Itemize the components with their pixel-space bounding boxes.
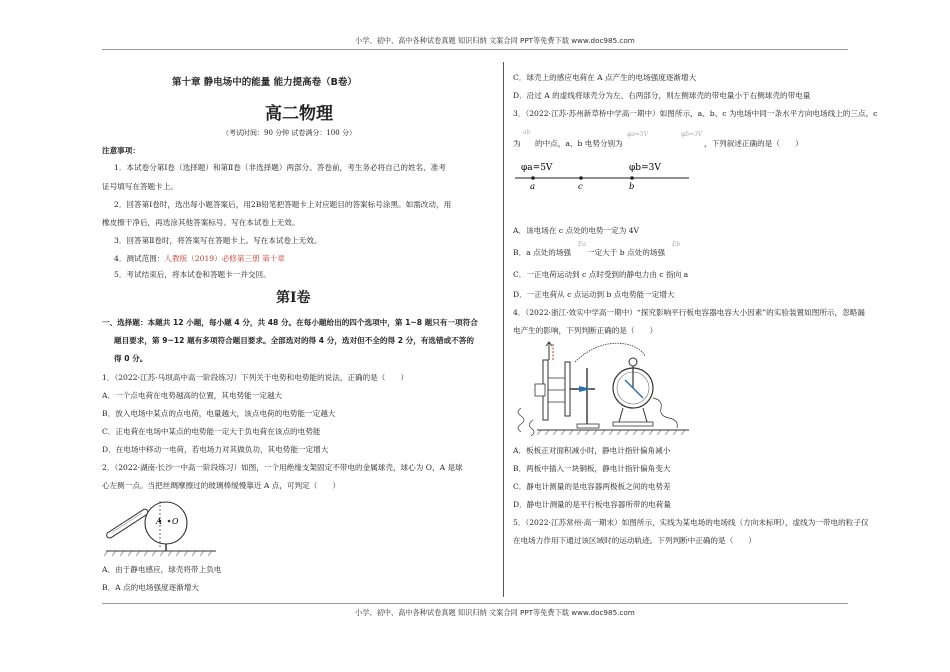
point-b-label: b xyxy=(629,182,635,192)
page-header: 小学、初中、高中各种试卷真题 知识归纳 文案合同 PPT等免费下载 www.doc985.com xyxy=(355,36,635,45)
note-line: 1．本试卷分第Ⅰ卷（选择题）和第Ⅱ卷（非选择题）两部分。答卷前，考生务必将自己的姓名、准考 xyxy=(114,163,446,172)
q4-option-a: A．板板正对面积减小时，静电计指针偏角减小 xyxy=(513,446,671,455)
phi-b-label: φb=3V xyxy=(629,163,661,173)
test-range: 人教版（2019）必修第三册 第十章 xyxy=(164,254,285,263)
formula-ea-placeholder: Ea xyxy=(578,241,586,248)
page-footer: 小学、初中、高中各种试卷真题 知识归纳 文案合同 PPT等免费下载 www.doc985.com xyxy=(355,608,635,617)
notes-heading: 注意事项： xyxy=(102,146,140,155)
q3-option-c: C．一正电荷运动到 c 点时受到的静电力由 c 指向 a xyxy=(513,270,689,279)
q2-stem: 2．（2022·湖南·长沙一中高一阶段练习）如图，一个用绝缘支架固定不带电的金属球壳，球心为 O，A 是球 xyxy=(102,463,463,472)
header-rule xyxy=(102,49,848,50)
phi-a-label: φa=5V xyxy=(521,163,553,173)
q4-stem: 电产生的影响，下列判断正确的是（ ） xyxy=(513,326,658,335)
formula-pa-placeholder: φa=5V xyxy=(627,131,648,138)
q4-option-c: C．静电计测量的是电容器两极板之间的电势差 xyxy=(513,482,671,491)
q3-stem-line2 xyxy=(513,139,521,149)
q3-option-b-part2: 一定大于 b 点处的场强 xyxy=(587,248,666,257)
exam-info: （考试时间：90 分钟 试卷满分：100 分） xyxy=(222,129,356,137)
note-line xyxy=(114,254,285,264)
main-title: 高二物理 xyxy=(265,104,333,124)
q3-field-line-figure xyxy=(513,158,693,194)
q2-option-d: D．沿过 A 的虚线将球壳分为左、右两部分，则左侧球壳的带电量小于右侧球壳的带电量 xyxy=(513,91,811,100)
note-line: 橡皮擦干净后，再选涂其他答案标号。写在本试卷上无效。 xyxy=(102,218,300,227)
q1-option-d: D．在电场中移动一电荷，若电场力对其做负功，其电势能一定增大 xyxy=(102,445,329,454)
note-line: 证号填写在答题卡上。 xyxy=(102,182,178,191)
q2-option-c: C．球壳上的感应电荷在 A 点产生的电场强度逐渐增大 xyxy=(513,73,697,82)
q3-option-b-part1: B．a 点处的场强 xyxy=(513,248,572,257)
section-title: 第Ⅰ卷 xyxy=(276,290,311,306)
q3-stem-mid: 的中点，a、b 电势分别为 xyxy=(535,139,623,148)
q2-option-b: B．A 点的电场强度逐渐增大 xyxy=(102,583,200,592)
q3-stem-prefix: 为 xyxy=(513,139,521,148)
q3-option-a: A．该电场在 c 点处的电势一定为 4V xyxy=(513,226,640,235)
q5-stem: 5．（2022·江苏常州·高一期末）如图所示，实线为某电场的电场线（方向未标明），虚线为一带电的粒子仅 xyxy=(513,518,869,527)
note-line: 3．回答第Ⅱ卷时，将答案写在答题卡上。写在本试卷上无效。 xyxy=(114,236,322,245)
q1-option-c: C．正电荷在电场中某点的电势能一定大于负电荷在该点的电势能 xyxy=(102,427,321,436)
point-c-label: c xyxy=(578,182,583,192)
q3-stem: 3．（2022·江苏·苏州新草桥中学高一期中）如图所示，a、b、c 为电场中同一条水平方向电场线上的三点。c xyxy=(513,109,878,118)
point-a-label: a xyxy=(530,182,536,192)
q5-stem: 在电场力作用下通过该区域时的运动轨迹。下列判断中正确的是（ ） xyxy=(513,536,756,545)
q4-option-b: B．两板中插入一块铜板，静电计指针偏角变大 xyxy=(513,464,671,473)
note-line: 2．回答第Ⅰ卷时，选出每小题答案后，用2B铅笔把答题卡上对应题目的答案标号涂黑。如需改动，用 xyxy=(114,200,452,209)
q2-sphere-figure xyxy=(100,495,220,557)
column-divider xyxy=(503,62,504,597)
note-line: 5．考试结束后，将本试卷和答题卡一并交回。 xyxy=(114,270,271,279)
q3-stem-suffix: ，下列叙述正确的是（ ） xyxy=(704,139,803,148)
instructions-line: 一、选择题：本题共 12 小题，每小题 4 分，共 48 分。在每小题给出的四个选项中，第 1~8 题只有一项符合 xyxy=(102,318,478,327)
q2-option-a: A．由于静电感应，球壳将带上负电 xyxy=(102,565,222,574)
instructions-line: 题目要求，第 9~12 题有多项符合题目要求。全部选对的得 4 分，选对但不全的得 2 分，有选错或不答的 xyxy=(114,336,474,345)
q4-capacitor-figure xyxy=(513,338,713,438)
footer-rule xyxy=(102,603,848,604)
q1-stem: 1．（2022·江苏·马坝高中高一阶段练习）下列关于电势和电势能的说法，正确的是（ ） xyxy=(102,373,409,382)
q1-option-a: A．一个点电荷在电势越高的位置，其电势能一定越大 xyxy=(102,391,283,400)
note4-prefix: 4．测试范围： xyxy=(114,254,165,263)
formula-ab-placeholder: ab xyxy=(523,129,531,136)
q2-stem: 心左侧一点。当把丝绸摩擦过的玻璃棒缓慢靠近 A 点，可判定（ ） xyxy=(102,481,341,490)
center-o-label: O xyxy=(172,517,179,526)
instructions-line: 得 0 分。 xyxy=(114,354,148,363)
formula-eb-placeholder: Eb xyxy=(672,241,681,248)
q4-stem: 4．（2022·浙江·效实中学高一期中）“探究影响平行板电容器电容大小因素”的实验装置如图所示，忽略漏 xyxy=(513,308,865,317)
point-a-label: A xyxy=(156,517,162,526)
q3-option-d: D．一正电荷从 c 点运动到 b 点电势能一定增大 xyxy=(513,290,675,299)
q1-option-b: B．放入电场中某点的点电荷，电量越大，该点电荷的电势能一定越大 xyxy=(102,409,336,418)
formula-pb-placeholder: φb=3V xyxy=(681,131,703,138)
q4-option-d: D．静电计测量的是平行板电容器所带的电荷量 xyxy=(513,500,671,509)
chapter-title: 第十章 静电场中的能量 能力提高卷（B卷） xyxy=(172,77,357,88)
